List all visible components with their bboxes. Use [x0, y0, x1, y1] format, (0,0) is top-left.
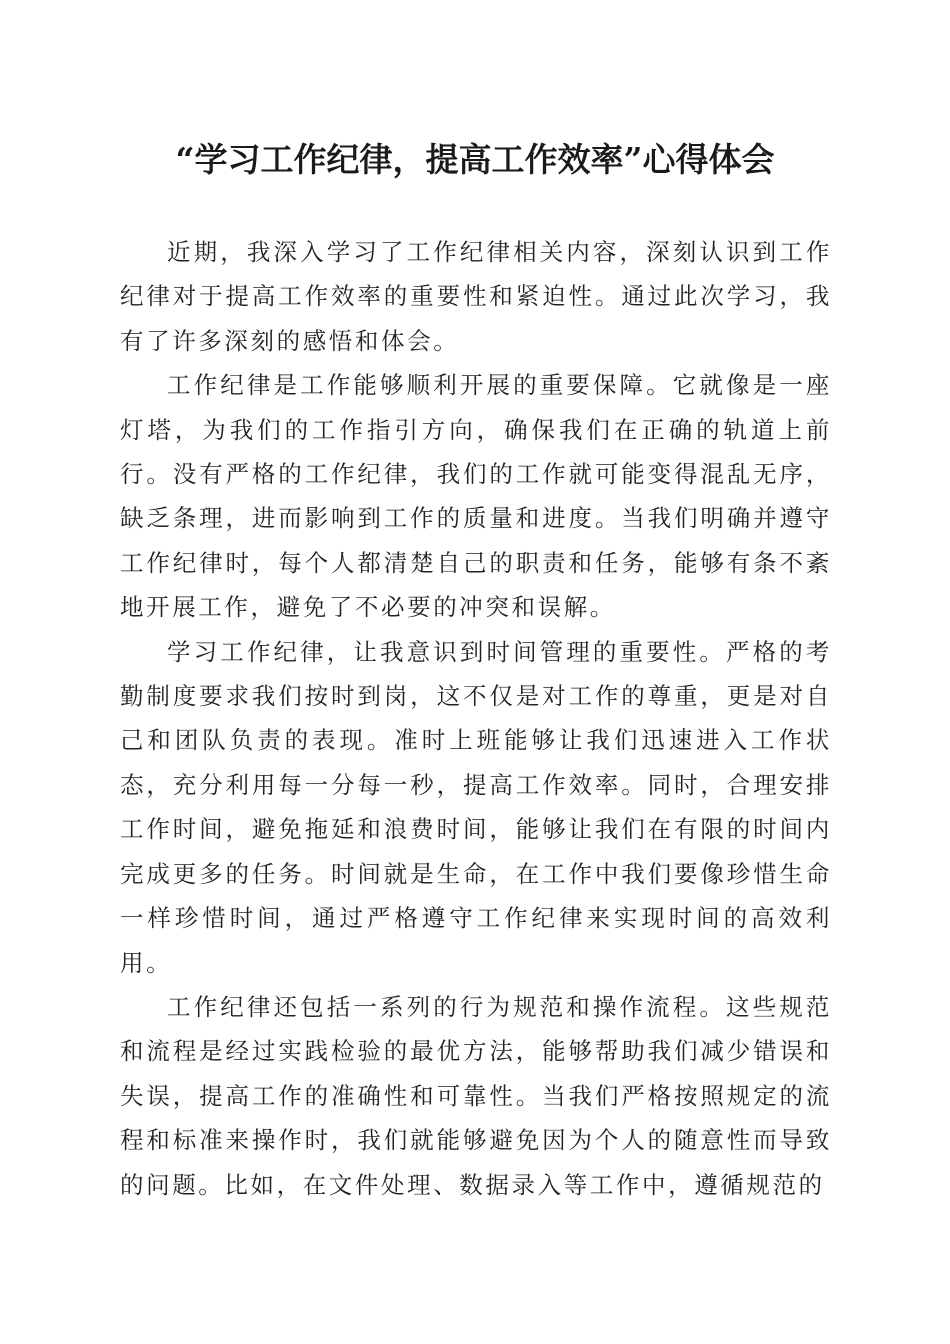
document-body	[120, 230, 832, 1207]
document-title: “学习工作纪律，提高工作效率”心得体会	[175, 140, 775, 179]
paragraph-1: 近期，我深入学习了工作纪律相关内容，深刻认识到工作纪律对于提高工作效率的重要性和紧迫性。通过此次学习，我有了许多深刻的感悟和体会。	[120, 238, 832, 355]
paragraph-2: 工作纪律是工作能够顺利开展的重要保障。它就像是一座灯塔，为我们的工作指引方向，确保我们在正确的轨道上前行。没有严格的工作纪律，我们的工作就可能变得混乱无序，缺乏条理，进而影响到工作的质量和进度。当我们明确并遵守工作纪律时，每个人都清楚自己的职责和任务，能够有条不紊地开展工作，避免了不必要的冲突和误解。	[120, 371, 832, 622]
paragraph-4: 工作纪律还包括一系列的行为规范和操作流程。这些规范和流程是经过实践检验的最优方法，能够帮助我们减少错误和失误，提高工作的准确性和可靠性。当我们严格按照规定的流程和标准来操作时，我们就能够避免因为个人的随意性而导致的问题。比如，在文件处理、数据录入等工作中，遵循规范的	[120, 992, 832, 1199]
paragraph-3: 学习工作纪律，让我意识到时间管理的重要性。严格的考勤制度要求我们按时到岗，这不仅是对工作的尊重，更是对自己和团队负责的表现。准时上班能够让我们迅速进入工作状态，充分利用每一分每一秒，提高工作效率。同时，合理安排工作时间，避免拖延和浪费时间，能够让我们在有限的时间内完成更多的任务。时间就是生命，在工作中我们要像珍惜生命一样珍惜时间，通过严格遵守工作纪律来实现时间的高效利用。	[120, 637, 832, 977]
